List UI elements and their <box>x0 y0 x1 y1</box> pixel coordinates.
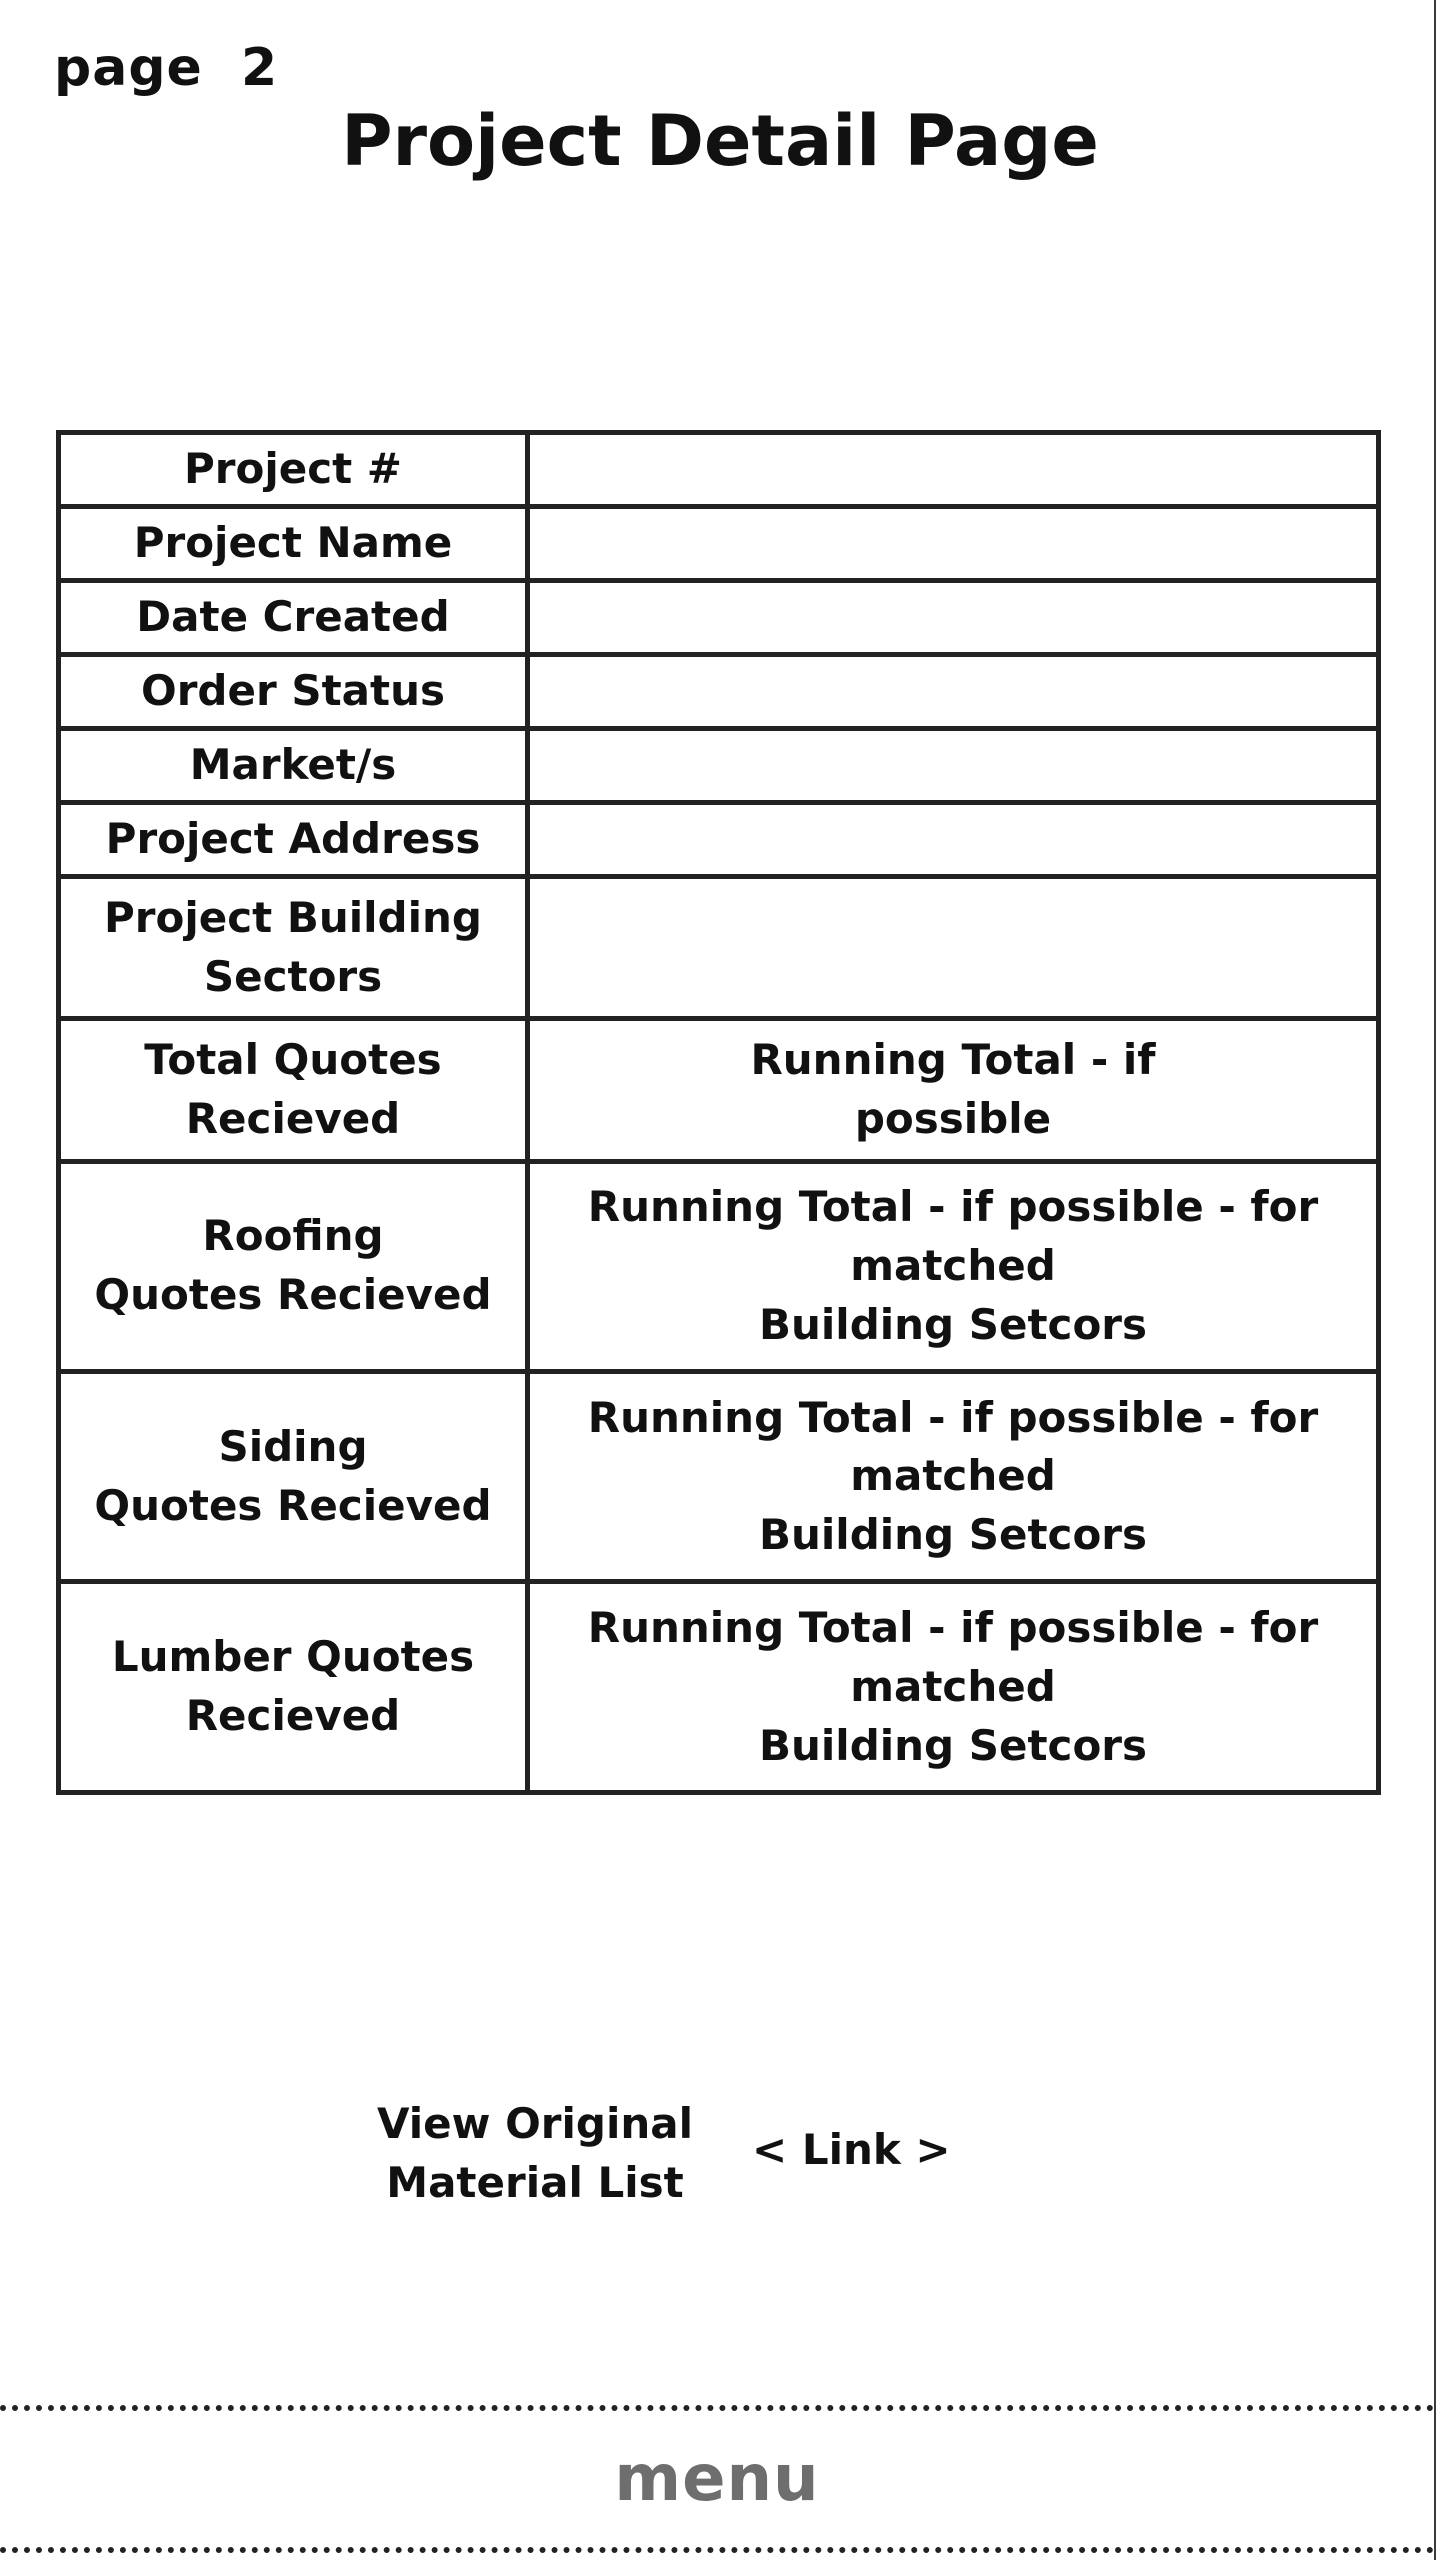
row-label: Project Address <box>59 803 528 877</box>
row-value <box>528 507 1379 581</box>
page-number-label: page 2 <box>54 38 279 98</box>
row-value: Running Total - if possible <box>528 1019 1379 1161</box>
row-label: Project # <box>59 433 528 507</box>
row-label: Project Name <box>59 507 528 581</box>
row-label: Market/s <box>59 729 528 803</box>
row-value <box>528 803 1379 877</box>
row-value: Running Total - if possible - for matched Building Setcors <box>528 1372 1379 1582</box>
table-row <box>59 655 1379 729</box>
row-label: Order Status <box>59 655 528 729</box>
row-label: Lumber Quotes Recieved <box>59 1582 528 1793</box>
row-value <box>528 729 1379 803</box>
table-row <box>59 581 1379 655</box>
menu-label: menu <box>614 2442 820 2516</box>
table-row <box>59 1582 1379 1793</box>
view-original-material-list-label: View Original Material List <box>377 2099 693 2207</box>
table-row <box>59 877 1379 1019</box>
row-value: Running Total - if possible - for matched Building Setcors <box>528 1582 1379 1793</box>
table-row <box>59 1372 1379 1582</box>
project-details-table <box>56 430 1381 1795</box>
table-row <box>59 729 1379 803</box>
row-value <box>528 581 1379 655</box>
table-row <box>59 433 1379 507</box>
page-title: Project Detail Page <box>341 100 1099 182</box>
table-row <box>59 1161 1379 1371</box>
row-label: Siding Quotes Recieved <box>59 1372 528 1582</box>
table-row <box>59 803 1379 877</box>
row-label: Date Created <box>59 581 528 655</box>
row-label: Total Quotes Recieved <box>59 1019 528 1161</box>
bottom-menu-bar[interactable] <box>0 2405 1434 2553</box>
row-label: Roofing Quotes Recieved <box>59 1161 528 1371</box>
row-value <box>528 877 1379 1019</box>
table-row <box>59 507 1379 581</box>
material-list-link[interactable]: < Link > <box>752 2125 951 2174</box>
right-edge-divider <box>1434 0 1436 2560</box>
row-value <box>528 433 1379 507</box>
row-label: Project Building Sectors <box>59 877 528 1019</box>
table-row <box>59 1019 1379 1161</box>
row-value <box>528 655 1379 729</box>
row-value: Running Total - if possible - for matched Building Setcors <box>528 1161 1379 1371</box>
